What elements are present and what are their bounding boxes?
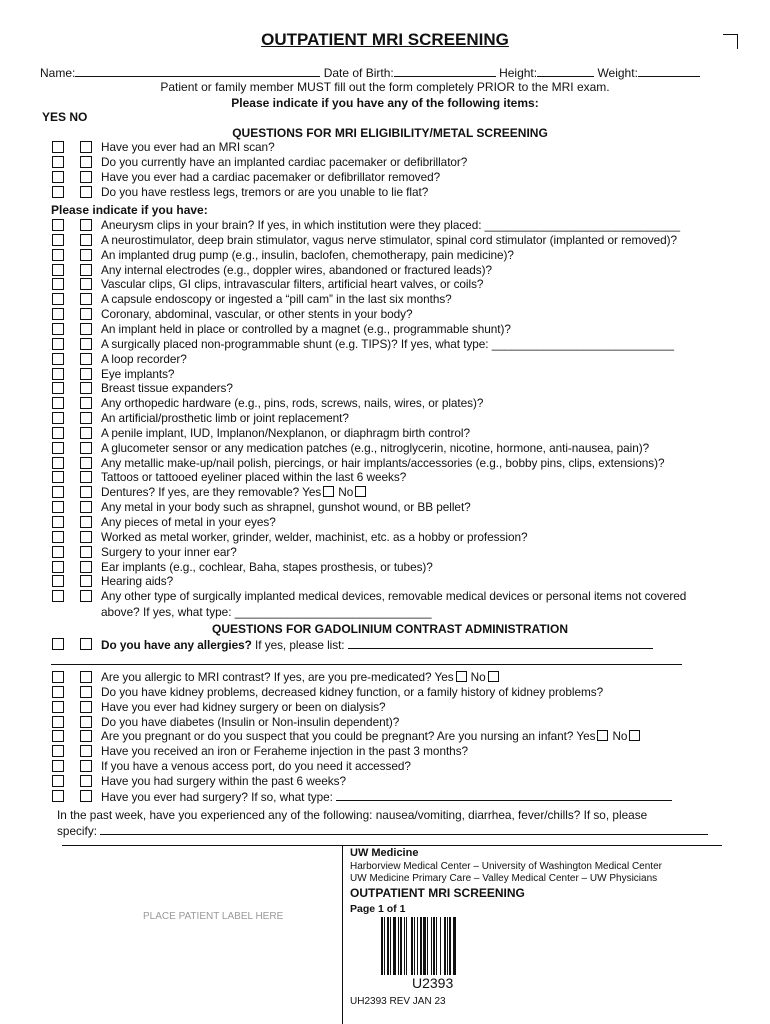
question-row (0, 715, 770, 730)
yes-checkbox[interactable] (52, 397, 64, 409)
question-text (101, 470, 406, 484)
no-checkbox[interactable] (80, 397, 92, 409)
question-label: An implant held in place or controlled by a magnet (e.g., programmable shunt)? (101, 321, 511, 336)
section-gadolinium-title: QUESTIONS FOR GADOLINIUM CONTRAST ADMINISTRATION (212, 622, 568, 636)
yes-no-header: YES NO (42, 110, 88, 124)
barcode-bar (417, 917, 418, 975)
inline-yes-checkbox[interactable] (597, 730, 608, 741)
weight-label: Weight: (597, 66, 638, 80)
no-checkbox[interactable] (80, 427, 92, 439)
org-line-1: Harborview Medical Center – University of Washington Medical Center (350, 861, 662, 872)
question-label: Have you ever had an MRI scan? (101, 140, 275, 154)
question-row (0, 218, 770, 233)
question-row (0, 263, 770, 278)
question-text (101, 789, 672, 804)
barcode-bar (436, 917, 437, 975)
barcode-bar (423, 917, 426, 975)
no-checkbox[interactable] (80, 353, 92, 365)
question-row (0, 729, 770, 744)
question-label: Are you allergic to MRI contrast? If yes, are you pre-medicated? Yes (101, 670, 454, 684)
inline-yes-checkbox[interactable] (323, 486, 334, 497)
allergy-question-rest: If yes, please list: (251, 638, 348, 652)
question-text (101, 441, 649, 455)
dob-field[interactable] (394, 65, 496, 77)
question-text (101, 218, 680, 232)
no-checkbox[interactable] (80, 308, 92, 320)
no-checkbox[interactable] (80, 671, 92, 683)
barcode-bar (384, 917, 385, 975)
question-label: Ear implants (e.g., cochlear, Baha, stapes prosthesis, or tubes)? (101, 559, 433, 574)
other-devices-continuation: above? If yes, what type: ______________________________ (101, 605, 432, 619)
no-checkbox[interactable] (80, 156, 92, 168)
no-checkbox[interactable] (80, 686, 92, 698)
no-checkbox[interactable] (80, 471, 92, 483)
question-label: If you have a venous access port, do you need it accessed? (101, 759, 411, 774)
question-text (101, 515, 276, 529)
patient-label-area: PLACE PATIENT LABEL HERE (143, 911, 284, 922)
yes-checkbox[interactable] (52, 561, 64, 573)
yes-checkbox[interactable] (52, 671, 64, 683)
question-row (0, 233, 770, 248)
inline-no-checkbox[interactable] (355, 486, 366, 497)
question-row (0, 700, 770, 715)
question-text (101, 715, 399, 729)
question-row (0, 352, 770, 367)
no-checkbox[interactable] (80, 186, 92, 198)
question-row (0, 589, 770, 604)
question-text (101, 500, 471, 514)
barcode-bar (393, 917, 396, 975)
question-row (0, 560, 770, 575)
no-checkbox[interactable] (80, 501, 92, 513)
question-text (101, 367, 174, 381)
section-items-header: Please indicate if you have: (51, 203, 208, 217)
question-label: Coronary, abdominal, vascular, or other stents in your body? (101, 307, 413, 322)
yes-checkbox[interactable] (52, 745, 64, 757)
question-text (101, 337, 674, 351)
question-row (0, 426, 770, 441)
question-label: Worked as metal worker, grinder, welder, machinist, etc. as a hobby or profession? (101, 529, 528, 544)
yes-checkbox[interactable] (52, 516, 64, 528)
footer-vertical-divider (342, 845, 343, 1024)
no-checkbox[interactable] (80, 745, 92, 757)
no-checkbox[interactable] (80, 531, 92, 543)
yes-checkbox[interactable] (52, 219, 64, 231)
question-text (101, 426, 470, 440)
question-label: Any other type of surgically implanted medical devices, removable medical devices or personal items not covered (101, 589, 687, 604)
no-checkbox[interactable] (80, 575, 92, 587)
question-text (101, 670, 499, 684)
question-label: Vascular clips, GI clips, intravascular filters, artificial heart valves, or coils? (101, 277, 484, 292)
question-text (101, 381, 233, 395)
barcode-bar (406, 917, 407, 975)
yes-checkbox[interactable] (52, 338, 64, 350)
question-row (0, 170, 770, 185)
question-text (101, 140, 275, 154)
question-label: A loop recorder? (101, 351, 187, 366)
question-text (101, 456, 665, 470)
barcode-bar (404, 917, 405, 975)
question-row (0, 322, 770, 337)
corner-mark (723, 34, 738, 49)
question-text (101, 307, 413, 321)
question-text (101, 574, 173, 588)
question-row (0, 337, 770, 352)
question-text (101, 396, 483, 410)
question-label: Tattoos or tattooed eyeliner placed within the last 6 weeks? (101, 470, 407, 485)
question-label: Do you currently have an implanted cardiac pacemaker or defibrillator? (101, 155, 468, 169)
yes-checkbox[interactable] (52, 186, 64, 198)
yes-checkbox[interactable] (52, 308, 64, 320)
past-week-specify-field[interactable] (100, 823, 708, 835)
yes-checkbox[interactable] (52, 775, 64, 787)
inline-no-label: No (612, 729, 628, 744)
question-label: A penile implant, IUD, Implanon/Nexplanon, or diaphragm birth control? (101, 425, 470, 440)
yes-checkbox[interactable] (52, 501, 64, 513)
yes-checkbox[interactable] (52, 382, 64, 394)
past-week-specify-label: specify: (57, 824, 101, 838)
question-row (0, 248, 770, 263)
question-row (0, 441, 770, 456)
question-label: Breast tissue expanders? (101, 381, 233, 396)
question-text (101, 170, 440, 184)
question-text (101, 560, 433, 574)
question-row (0, 685, 770, 700)
question-row (0, 759, 770, 774)
yes-checkbox[interactable] (52, 234, 64, 246)
no-checkbox[interactable] (80, 486, 92, 498)
question-label: Aneurysm clips in your brain? If yes, in which institution were they placed: ______________________________ (101, 218, 680, 232)
page-number: Page 1 of 1 (350, 903, 406, 915)
question-text (101, 485, 366, 499)
yes-checkbox[interactable] (52, 686, 64, 698)
question-text (101, 233, 677, 247)
question-text (101, 685, 603, 699)
yes-checkbox[interactable] (52, 427, 64, 439)
question-label: Have you received an iron or Feraheme injection in the past 3 months? (101, 744, 469, 759)
height-field[interactable] (537, 65, 594, 77)
question-label: Do you have restless legs, tremors or are you unable to lie flat? (101, 185, 429, 199)
yes-checkbox[interactable] (52, 442, 64, 454)
inline-no-checkbox[interactable] (488, 671, 499, 682)
yes-checkbox[interactable] (52, 293, 64, 305)
yes-checkbox[interactable] (52, 730, 64, 742)
no-checkbox[interactable] (80, 171, 92, 183)
question-row (0, 292, 770, 307)
question-label: Any metal in your body such as shrapnel, gunshot wound, or BB pellet? (101, 500, 471, 515)
question-label: Any pieces of metal in your eyes? (101, 515, 276, 529)
question-row (0, 185, 770, 200)
instruction-line: Patient or family member MUST fill out the form completely PRIOR to the MRI exam. (160, 80, 610, 94)
footer-form-title: OUTPATIENT MRI SCREENING (350, 886, 525, 900)
question-row (0, 277, 770, 292)
question-text (101, 155, 467, 169)
question-label: Do you have diabetes (Insulin or Non-insulin dependent)? (101, 714, 400, 729)
no-checkbox[interactable] (80, 790, 92, 802)
question-label: Eye implants? (101, 366, 175, 381)
yes-checkbox[interactable] (52, 590, 64, 602)
inline-no-checkbox[interactable] (629, 730, 640, 741)
no-checkbox[interactable] (80, 278, 92, 290)
question-text (101, 263, 492, 277)
question-text (101, 411, 349, 425)
yes-checkbox[interactable] (52, 575, 64, 587)
barcode-bar (420, 917, 422, 975)
barcode-bar (431, 917, 432, 975)
yes-checkbox[interactable] (52, 368, 64, 380)
question-text (101, 292, 452, 306)
yes-checkbox[interactable] (52, 156, 64, 168)
question-text (101, 322, 511, 336)
footer-divider (62, 845, 722, 846)
no-checkbox[interactable] (80, 760, 92, 772)
height-label: Height: (499, 66, 538, 80)
instruction-subline: Please indicate if you have any of the following items: (231, 96, 539, 110)
no-checkbox[interactable] (80, 249, 92, 261)
no-checkbox[interactable] (80, 368, 92, 380)
barcode-bar (447, 917, 448, 975)
question-label: Have you ever had surgery? If so, what type: (101, 789, 337, 804)
question-label: Do you have kidney problems, decreased kidney function, or a family history of kidney problems? (101, 684, 604, 699)
question-label: An artificial/prosthetic limb or joint replacement? (101, 411, 349, 426)
no-checkbox[interactable] (80, 234, 92, 246)
org-line-2: UW Medicine Primary Care – Valley Medical Center – UW Physicians (350, 873, 658, 884)
yes-checkbox[interactable] (52, 278, 64, 290)
question-row (0, 744, 770, 759)
allergy-question-row (0, 637, 770, 652)
question-row (0, 307, 770, 322)
no-checkbox[interactable] (80, 219, 92, 231)
name-field[interactable] (75, 65, 320, 77)
question-row (0, 367, 770, 382)
question-label: An implanted drug pump (e.g., insulin, baclofen, chemotherapy, pain medicine)? (101, 247, 514, 262)
question-row (0, 670, 770, 685)
yes-checkbox[interactable] (52, 701, 64, 713)
barcode-bar (453, 917, 456, 975)
name-label: Name: (40, 66, 76, 80)
barcode (381, 917, 487, 975)
form-code: UH2393 REV JAN 23 (350, 996, 446, 1007)
no-checkbox[interactable] (80, 701, 92, 713)
question-row (0, 396, 770, 411)
question-row (0, 140, 770, 155)
no-checkbox[interactable] (80, 590, 92, 602)
barcode-bar (400, 917, 402, 975)
question-row (0, 530, 770, 545)
no-checkbox[interactable] (80, 141, 92, 153)
yes-checkbox[interactable] (52, 760, 64, 772)
question-text (101, 759, 411, 773)
no-checkbox[interactable] (80, 561, 92, 573)
question-label: Any internal electrodes (e.g., doppler wires, abandoned or fractured leads)? (101, 262, 492, 277)
no-checkbox[interactable] (80, 516, 92, 528)
form-title: OUTPATIENT MRI SCREENING (261, 30, 509, 49)
no-checkbox[interactable] (80, 730, 92, 742)
inline-no-label: No (470, 670, 486, 684)
question-label: A glucometer sensor or any medication patches (e.g., nitroglycerin, nicotine, hormone, anti-nausea, pain)? (101, 440, 650, 455)
yes-checkbox[interactable] (52, 457, 64, 469)
question-row (0, 545, 770, 560)
question-label: Have you had surgery within the past 6 weeks? (101, 773, 346, 788)
question-text (101, 277, 483, 291)
yes-checkbox[interactable] (52, 531, 64, 543)
question-row (0, 470, 770, 485)
barcode-bar (381, 917, 383, 975)
question-text (101, 248, 514, 262)
barcode-bar (427, 917, 428, 975)
barcode-bar (444, 917, 446, 975)
yes-checkbox[interactable] (52, 471, 64, 483)
barcode-bar (449, 917, 451, 975)
question-label: A neurostimulator, deep brain stimulator, vagus nerve stimulator, spinal cord stimulator (implanted or removed)? (101, 232, 678, 247)
no-checkbox[interactable] (80, 412, 92, 424)
yes-checkbox[interactable] (52, 412, 64, 424)
weight-field[interactable] (638, 65, 700, 77)
question-row (0, 411, 770, 426)
question-row (0, 456, 770, 471)
org-name: UW Medicine (350, 847, 419, 859)
allergy-list-field[interactable] (348, 637, 653, 649)
barcode-bar (387, 917, 389, 975)
allergy-question (101, 637, 653, 652)
question-text (101, 185, 428, 199)
question-row (0, 500, 770, 515)
no-checkbox[interactable] (80, 323, 92, 335)
barcode-bar (398, 917, 399, 975)
question-text (101, 589, 686, 603)
question-label: Any metallic make-up/nail polish, piercings, or hair implants/accessories (e.g., bobby pins, clips, extensions)? (101, 455, 665, 470)
question-text (101, 744, 468, 758)
yes-checkbox[interactable] (52, 249, 64, 261)
question-text (101, 530, 527, 544)
section-eligibility-title: QUESTIONS FOR MRI ELIGIBILITY/METAL SCREENING (232, 126, 548, 140)
no-checkbox[interactable] (80, 442, 92, 454)
question-text (101, 352, 187, 366)
no-checkbox[interactable] (80, 293, 92, 305)
yes-checkbox[interactable] (52, 716, 64, 728)
yes-checkbox[interactable] (52, 323, 64, 335)
question-label: A capsule endoscopy or ingested a “pill cam” in the last six months? (101, 292, 452, 307)
barcode-bar (433, 917, 435, 975)
question-text (101, 545, 237, 559)
question-row (0, 574, 770, 589)
question-text (101, 774, 346, 788)
no-checkbox[interactable] (80, 638, 92, 650)
question-label: Surgery to your inner ear? (101, 544, 237, 559)
question-row (0, 381, 770, 396)
barcode-bar (411, 917, 413, 975)
question-row (0, 155, 770, 170)
question-label: Any orthopedic hardware (e.g., pins, rods, screws, nails, wires, or plates)? (101, 396, 484, 411)
barcode-bar (390, 917, 391, 975)
no-checkbox[interactable] (80, 264, 92, 276)
dob-label: Date of Birth: (323, 66, 394, 80)
barcode-bar (414, 917, 415, 975)
barcode-text: U2393 (412, 975, 454, 991)
no-checkbox[interactable] (80, 457, 92, 469)
allergy-question-bold: Do you have any allergies? (101, 638, 252, 652)
barcode-bar (440, 917, 441, 975)
yes-checkbox[interactable] (52, 264, 64, 276)
past-week-question: In the past week, have you experienced any of the following: nausea/vomiting, diarrhea, fever/chills? If so, please (57, 808, 648, 822)
yes-checkbox[interactable] (52, 141, 64, 153)
surgery-type-field[interactable] (336, 789, 672, 801)
yes-checkbox[interactable] (52, 486, 64, 498)
question-row (0, 789, 770, 804)
yes-checkbox[interactable] (52, 546, 64, 558)
question-label: Have you ever had kidney surgery or been on dialysis? (101, 699, 386, 714)
question-row (0, 515, 770, 530)
question-label: Are you pregnant or do you suspect that you could be pregnant? Are you nursing an infant? Yes (101, 729, 596, 744)
yes-checkbox[interactable] (52, 790, 64, 802)
yes-checkbox[interactable] (52, 171, 64, 183)
yes-checkbox[interactable] (52, 353, 64, 365)
allergy-list-line[interactable] (51, 664, 682, 665)
no-checkbox[interactable] (80, 716, 92, 728)
question-row (0, 774, 770, 789)
question-label: A surgically placed non-programmable shunt (e.g. TIPS)? If yes, what type: ____________________________ (101, 336, 675, 351)
patient-info-line (40, 65, 700, 80)
question-text (101, 700, 386, 714)
past-week-specify (57, 823, 708, 838)
no-checkbox[interactable] (80, 775, 92, 787)
no-checkbox[interactable] (80, 338, 92, 350)
no-checkbox[interactable] (80, 382, 92, 394)
no-checkbox[interactable] (80, 546, 92, 558)
inline-no-label: No (338, 485, 354, 500)
question-label: Have you ever had a cardiac pacemaker or defibrillator removed? (101, 170, 441, 184)
yes-checkbox[interactable] (52, 638, 64, 650)
inline-yes-checkbox[interactable] (456, 671, 467, 682)
question-label: Hearing aids? (101, 574, 174, 589)
question-row (0, 485, 770, 500)
question-label: Dentures? If yes, are they removable? Yes (101, 485, 322, 500)
question-text (101, 729, 640, 743)
